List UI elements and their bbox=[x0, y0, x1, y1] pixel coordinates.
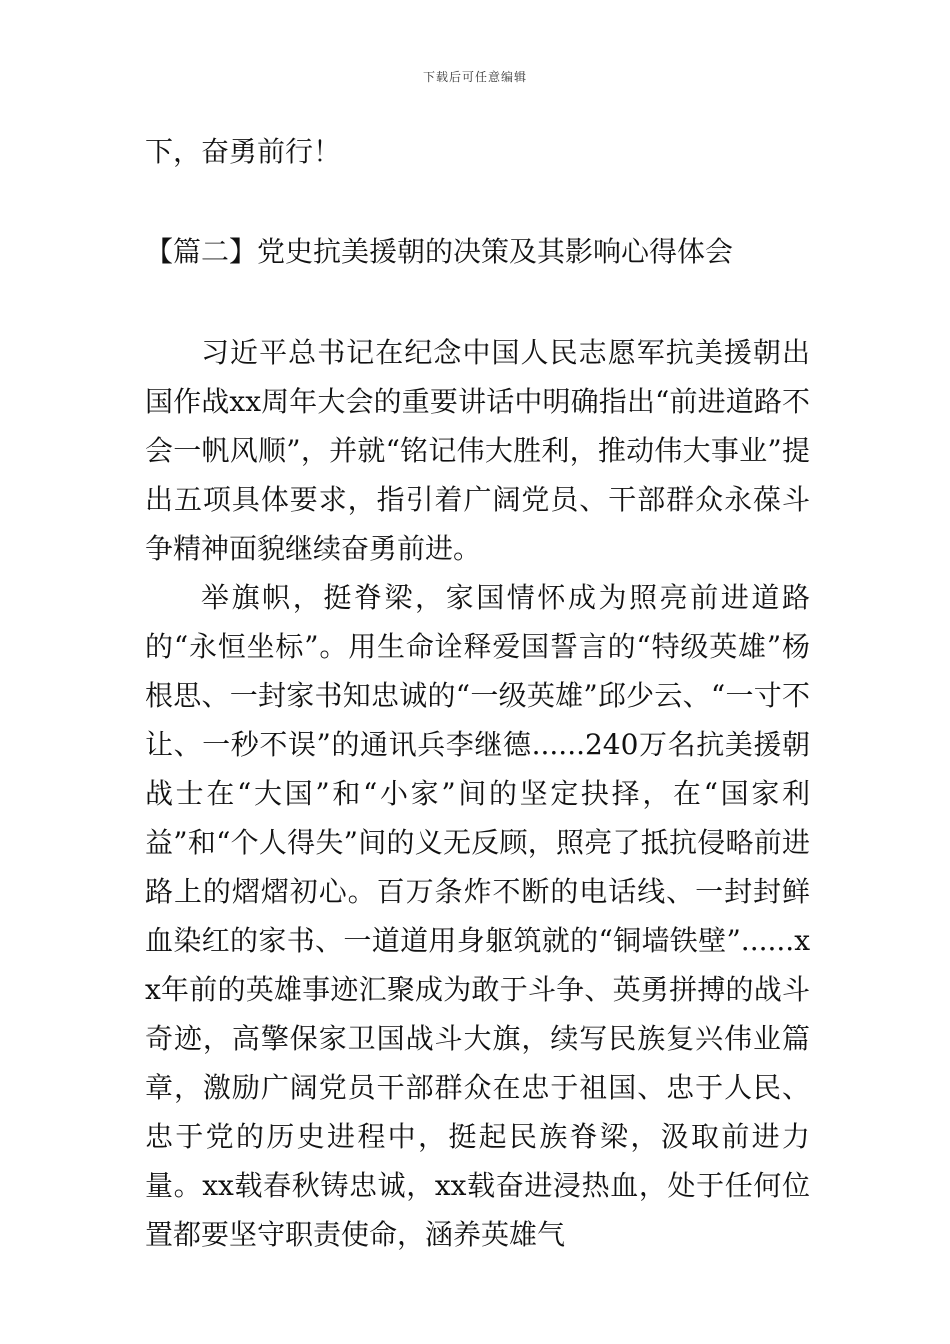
document-body bbox=[145, 128, 810, 1259]
section-title: 【篇二】党史抗美援朝的决策及其影响心得体会 bbox=[145, 235, 734, 268]
paragraph-2: 举旗帜，挺脊梁，家国情怀成为照亮前进道路的“永恒坐标”。用生命诠释爱国誓言的“特级英雄”杨根思、一封家书知忠诚的“一级英雄”邱少云、“一寸不让、一秒不误”的通讯兵李继德......240万名抗美援朝战士在“大国”和“小家”间的坚定抉择，在“国家利益”和“个人得失”间的义无反顾，照亮了抵抗侵略前进路上的熠熠初心。百万条炸不断的电话线、一封封鲜血染红的家书、一道道用身躯筑就的“铜墙铁壁”......xx年前的英雄事迹汇聚成为敢于斗争、英勇拼搏的战斗奇迹，高擎保家卫国战斗大旗，续写民族复兴伟业篇章，激励广阔党员干部群众在忠于祖国、忠于人民、忠于党的历史进程中，挺起民族脊梁，汲取前进力量。xx载春秋铸忠诚，xx载奋进浸热血，处于任何位置都要坚守职责使命，涵养英雄气 bbox=[145, 581, 810, 1251]
closing-line: 下，奋勇前行！ bbox=[145, 135, 342, 168]
paragraph-1: 习近平总书记在纪念中国人民志愿军抗美援朝出国作战xx周年大会的重要讲话中明确指出“前进道路不会一帆风顺”，并就“铭记伟大胜利，推动伟大事业”提出五项具体要求，指引着广阔党员、干部群众永葆斗争精神面貌继续奋勇前进。 bbox=[145, 336, 810, 565]
header-note: 下载后可任意编辑 bbox=[422, 70, 527, 84]
